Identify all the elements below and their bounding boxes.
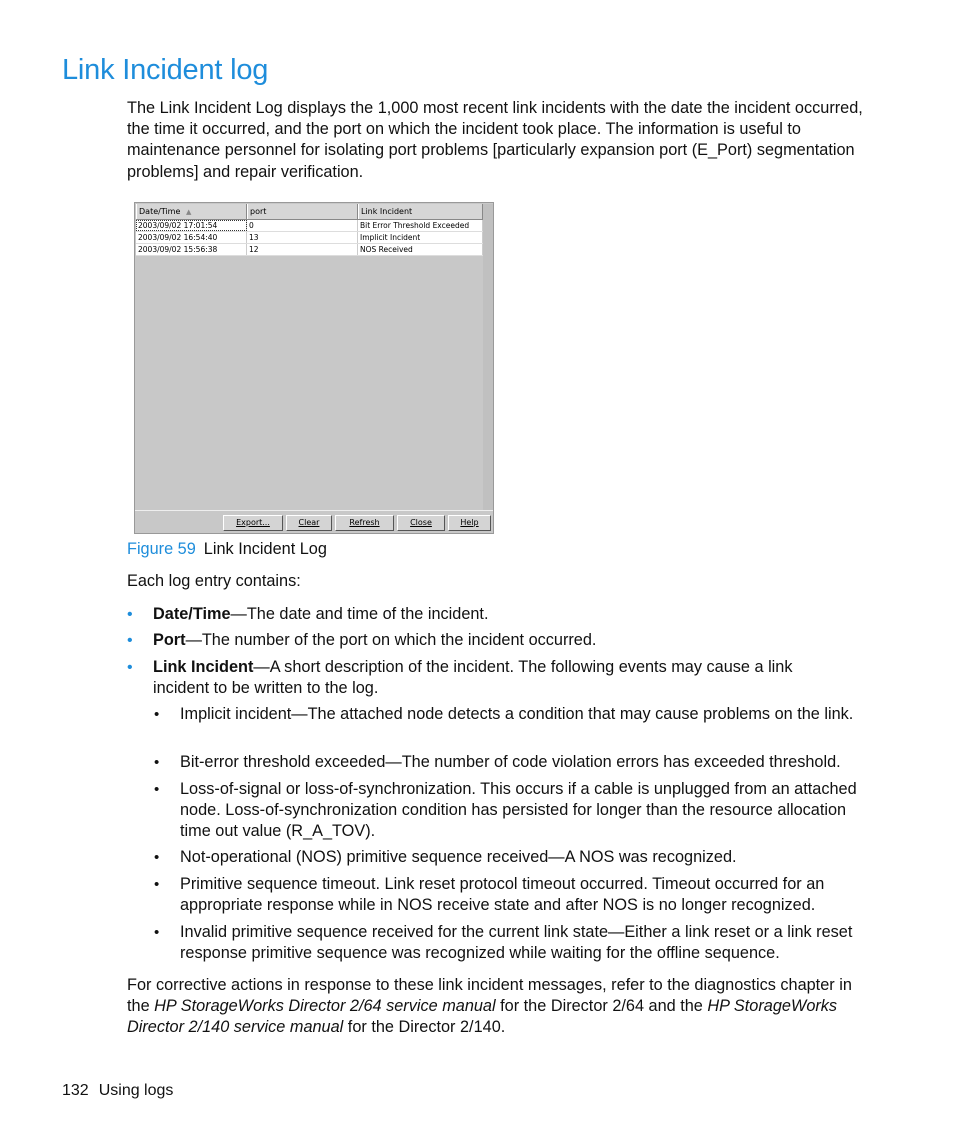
help-button[interactable]: Help [448, 515, 491, 531]
cell-incident: Implicit Incident [358, 232, 483, 243]
entries-intro: Each log entry contains: [127, 572, 301, 590]
cell-port: 13 [247, 232, 358, 243]
list-item-term: Date/Time [153, 605, 231, 623]
incident-table [136, 204, 483, 256]
figure-caption [127, 540, 327, 559]
column-header-datetime[interactable] [136, 204, 247, 219]
table-row[interactable] [136, 232, 483, 244]
bullet-icon: • [154, 924, 160, 941]
sub-list-item [154, 779, 870, 843]
list-item-text: —The date and time of the incident. [230, 605, 489, 623]
column-header-port[interactable]: port [247, 204, 358, 219]
list-item-text: —The number of the port on which the incident occurred. [185, 631, 597, 649]
column-header-label: Date/Time [139, 207, 181, 216]
sub-list-item-text: Loss-of-signal or loss-of-synchronization. This occurs if a cable is unplugged from an attached node. Loss-of-synchronization condition has persisted for longer than the resource allocation time out value (R_A_TOV). [180, 780, 857, 841]
figure-number: Figure 59 [127, 540, 196, 558]
bullet-icon: • [127, 632, 133, 649]
cell-datetime: 2003/09/02 15:56:38 [136, 244, 247, 255]
list-item [127, 630, 873, 651]
column-header-link-incident[interactable]: Link Incident [358, 204, 483, 219]
sub-list-item-text: Invalid primitive sequence received for the current link state—Either a link reset or a link reset response primitive sequence was recognized while waiting for the offline sequence. [180, 923, 853, 963]
vertical-scrollbar[interactable] [483, 204, 493, 512]
table-row[interactable] [136, 244, 483, 256]
cell-port: 0 [247, 220, 358, 231]
list-item [127, 657, 833, 699]
list-item-term: Link Incident [153, 658, 254, 676]
refresh-button[interactable]: Refresh [335, 515, 394, 531]
table-row[interactable] [136, 220, 483, 232]
cell-incident: Bit Error Threshold Exceeded [358, 220, 483, 231]
cell-datetime: 2003/09/02 16:54:40 [136, 232, 247, 243]
sub-list-item-text: Bit-error threshold exceeded—The number of code violation errors has exceeded threshold. [180, 753, 841, 771]
close-button[interactable]: Close [397, 515, 445, 531]
corrective-text: for the Director 2/64 and the [495, 997, 708, 1016]
sub-list-item-text: Implicit incident—The attached node detects a condition that may cause problems on the link. [180, 705, 854, 723]
bullet-icon: • [127, 606, 133, 623]
export-button[interactable]: Export... [223, 515, 283, 531]
page-title: Link Incident log [62, 54, 269, 86]
manual-reference: HP StorageWorks Director 2/140 service manual [127, 997, 838, 1037]
bullet-icon: • [127, 659, 133, 676]
bullet-icon: • [154, 754, 160, 771]
bullet-icon: • [154, 876, 160, 893]
corrective-text: for the Director 2/140. [343, 1018, 506, 1037]
bullet-icon: • [154, 706, 160, 723]
intro-paragraph: The Link Incident Log displays the 1,000 most recent link incidents with the date the incident occurred, the time it occurred, and the port on which the incident took place. The information is useful to maintenance personnel for isolating port problems [particularly expansion port (E_Port) segmentation problems] and repair verification. [127, 99, 863, 181]
page-footer [62, 1082, 173, 1100]
cell-datetime: 2003/09/02 17:01:54 [136, 220, 247, 231]
list-item-text: —A short description of the incident. The following events may cause a link incident to be written to the log. [153, 658, 793, 698]
corrective-actions-paragraph [127, 975, 867, 1039]
table-header [136, 204, 483, 220]
sort-ascending-icon: ▲ [185, 208, 192, 216]
list-item-term: Port [153, 631, 186, 649]
sub-list-item [154, 874, 870, 916]
figure-title: Link Incident Log [203, 540, 327, 558]
manual-reference: HP StorageWorks Director 2/64 service manual [154, 997, 496, 1016]
page-number: 132 [62, 1082, 89, 1099]
list-item [127, 604, 873, 625]
bullet-icon: • [154, 849, 160, 866]
bullet-icon: • [154, 781, 160, 798]
sub-list-item [154, 704, 870, 725]
sub-list-item-text: Not-operational (NOS) primitive sequence received—A NOS was recognized. [180, 848, 737, 866]
link-incident-log-window [134, 202, 494, 534]
footer-section: Using logs [98, 1082, 174, 1099]
sub-list-item [154, 752, 880, 773]
corrective-text: For corrective actions in response to these link incident messages, refer to the diagnostics chapter in the [127, 976, 852, 1016]
sub-list-item [154, 847, 880, 868]
clear-button[interactable]: Clear [286, 515, 332, 531]
cell-port: 12 [247, 244, 358, 255]
button-bar [135, 510, 493, 533]
sub-list-item [154, 922, 870, 964]
cell-incident: NOS Received [358, 244, 483, 255]
sub-list-item-text: Primitive sequence timeout. Link reset protocol timeout occurred. Timeout occurred for an appropriate response while in NOS receive state and after NOS is no longer recognized. [180, 875, 825, 915]
